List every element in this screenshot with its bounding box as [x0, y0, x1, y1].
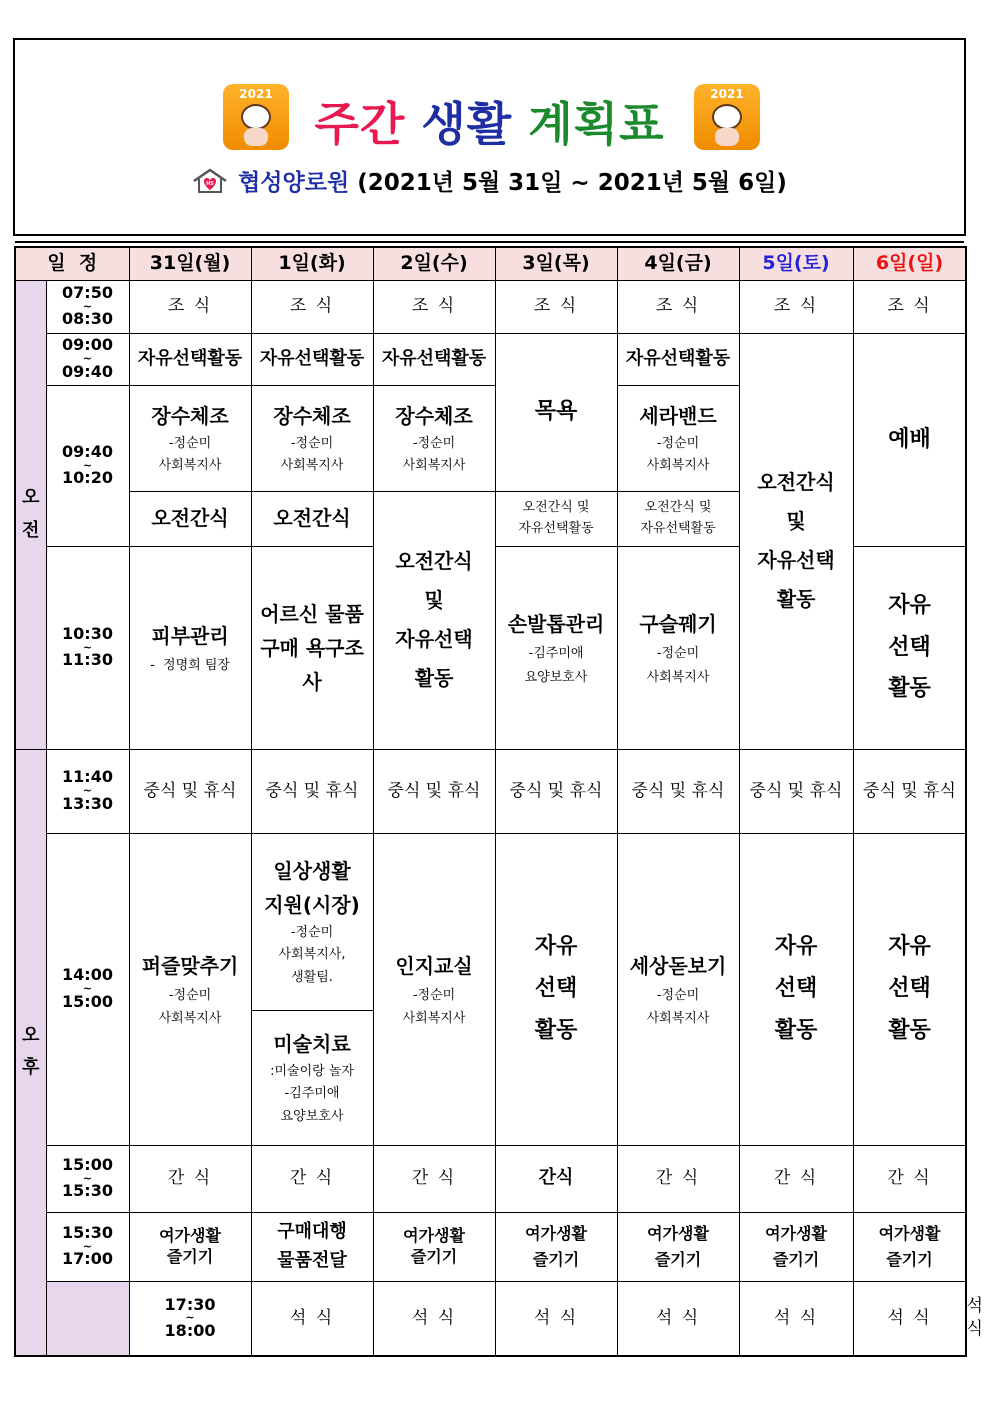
art-therapy-block: 미술치료 :미술이랑 놀자 -김주미애 요양보호사: [270, 1032, 354, 1124]
am-snack-free-small-cell: 오전간식 및 자유선택활동: [617, 491, 739, 546]
world-view-cell: 세상돋보기 -정순미 사회복지사: [617, 833, 739, 1145]
dinner-cell: 석 식: [739, 1281, 853, 1356]
free-choice-cell: 자유선택활동: [251, 333, 373, 385]
goods-survey-cell: 어르신 물품 구매 욕구조사: [251, 546, 373, 749]
day-thu: 3일(목): [495, 247, 617, 280]
breakfast-cell: 조 식: [251, 280, 373, 333]
exercise-cell: 장수체조 -정순미 사회복지사: [251, 385, 373, 491]
time-slot-9: 17:30 ~ 18:00: [129, 1281, 251, 1356]
leisure-cell: 여가생활 즐기기: [739, 1212, 853, 1281]
daily-support-art-cell: [251, 833, 373, 1145]
house-logo-icon: [192, 168, 228, 194]
bead-craft-cell: 구슬꿰기 -정순미 사회복지사: [617, 546, 739, 749]
cognitive-cell: 인지교실 -정순미 사회복지사: [373, 833, 495, 1145]
worship-cell: 예배: [853, 333, 966, 546]
time-slot-3: 09:40 ~ 10:20: [46, 385, 129, 546]
snack-cell: 간 식: [373, 1145, 495, 1212]
snack-cell: 간식: [495, 1145, 617, 1212]
lunch-cell: 중식 및 휴식: [495, 749, 617, 833]
purchase-cell: 구매대행 물품전달: [251, 1212, 373, 1281]
time-slot-4: 10:30 ~ 11:30: [46, 546, 129, 749]
time-slot-2: 09:00 ~ 09:40: [46, 333, 129, 385]
day-fri: 4일(금): [617, 247, 739, 280]
skin-care-cell: 피부관리 - 정명희 팀장: [129, 546, 251, 749]
exercise-cell: 장수체조 -정순미 사회복지사: [129, 385, 251, 491]
lunch-cell: 중식 및 휴식: [853, 749, 966, 833]
dinner-cell: 석 식: [853, 1281, 966, 1356]
day-sun: 6일(일): [853, 247, 966, 280]
am-snack-free-cell: 오전간식 및 자유선택 활동: [373, 491, 495, 749]
dinner-cell: 석 식: [373, 1281, 495, 1356]
bath-cell: 목욕: [495, 333, 617, 491]
lunch-cell: 중식 및 휴식: [739, 749, 853, 833]
period-pm-end: [46, 1281, 129, 1356]
dinner-cell: 석 식: [617, 1281, 739, 1356]
header-box: [13, 38, 966, 236]
puzzle-cell: 퍼즐맞추기 -정순미 사회복지사: [129, 833, 251, 1145]
free-choice-cell: 자유선택활동: [617, 333, 739, 385]
time-slot-6: 14:00 ~ 15:00: [46, 833, 129, 1145]
lunch-cell: 중식 및 휴식: [251, 749, 373, 833]
schedule-table: 일 정 31일(월) 1일(화) 2일(수) 3일(목) 4일(금) 5일(토) 6일(일) 오 전 07:50 ~ 08:30 조 식 조 식 조 식 조 식 조 식 조 식 조 식 09:00 ~ 09:40 자유선택활동 자유선택활동 자유선택활동 목욕 자유선택활동 오전간식 및 자유선택 활동 예배 09:40 ~ 10:20 장수체조 -정순미 사회복지사 장수체조 -정순미 사회복지사 장수체조 -정순미 사회복지사 세라밴드 -정순미 사회복지사 오전간식 오전간식 오전간식 및 자유선택 활동 오전간식 및 자유선택활동 오전간식 및 자유선택활동 10:30 ~ 11:30 피부관리 - 정명희 팀장 어르신 물품 구매 욕구조사 손발톱관리 -김주미애 요양보호사 구슬꿰기 -정순미 사회복지사 자유 선택 활동 오 후 11:40 ~ 13:30 중식 및 휴식 중식 및 휴식 중식 및 휴식 중식 및 휴식 중식 및 휴식 중식 및 휴식 중식 및 휴식 14:00 ~ 15:00 퍼즐맞추기 -정순미 사회복지사 일상생활 지원(시장) -정순미 사회복지사, 생활팀. 미술치료 :미술이랑 놀자 -김주미애 요양보호사 인지교실 -정순미 사회복지사 자유 선택 활동 세상돋보기 -정순미 사회복지사 자유 선택 활동 자유 선택 활동 15:00 ~ 15:30 간 식 간 식 간 식 간식 간 식 간 식 간 식 15:30 ~ 17:00 여가생활 즐기기 구매대행 물품전달 여가생활 즐기기 여가생활 즐기기 여가생활 즐기기 여가생활 즐기기 여가생활 즐기기 17:30 ~ 18:00 석 식 석 식 석 식 석 식 석 식 석 식 석 식: [14, 246, 967, 1357]
day-wed: 2일(수): [373, 247, 495, 280]
lunch-cell: 중식 및 휴식: [373, 749, 495, 833]
breakfast-cell: 조 식: [373, 280, 495, 333]
lunch-cell: 중식 및 휴식: [129, 749, 251, 833]
am-snack-cell: 오전간식: [251, 491, 373, 546]
breakfast-cell: 조 식: [129, 280, 251, 333]
day-mon: 31일(월): [129, 247, 251, 280]
leisure-cell: 여가생활 즐기기: [373, 1212, 495, 1281]
time-slot-8: 15:30 ~ 17:00: [46, 1212, 129, 1281]
leisure-cell: 여가생활 즐기기: [129, 1212, 251, 1281]
breakfast-cell: 조 식: [495, 280, 617, 333]
theraband-cell: 세라밴드 -정순미 사회복지사: [617, 385, 739, 491]
breakfast-cell: 조 식: [739, 280, 853, 333]
day-tue: 1일(화): [251, 247, 373, 280]
breakfast-cell: 조 식: [853, 280, 966, 333]
time-slot-5: 11:40 ~ 13:30: [46, 749, 129, 833]
day-sat: 5일(토): [739, 247, 853, 280]
svg-text:HS: HS: [206, 181, 214, 187]
snack-cell: 간 식: [129, 1145, 251, 1212]
free-choice-cell: 자유선택활동: [373, 333, 495, 385]
dinner-cell: 석 식: [251, 1281, 373, 1356]
free-activity-cell: 자유 선택 활동: [853, 546, 966, 749]
lunch-cell: 중식 및 휴식: [617, 749, 739, 833]
nail-care-cell: 손발톱관리 -김주미애 요양보호사: [495, 546, 617, 749]
free-activity-cell: 자유 선택 활동: [739, 833, 853, 1145]
corner-label: 일 정: [15, 247, 129, 280]
free-activity-cell: 자유 선택 활동: [853, 833, 966, 1145]
mascot-badge-left-icon: 2021: [223, 84, 289, 150]
snack-cell: 간 식: [739, 1145, 853, 1212]
breakfast-cell: 조 식: [617, 280, 739, 333]
exercise-cell: 장수체조 -정순미 사회복지사: [373, 385, 495, 491]
daily-support-block: 일상생활 지원(시장) -정순미 사회복지사, 생활팀.: [252, 834, 373, 1011]
am-snack-cell: 오전간식: [129, 491, 251, 546]
mascot-badge-right-icon: 2021: [694, 84, 760, 150]
free-choice-cell: 자유선택활동: [129, 333, 251, 385]
period-am: 오 전: [15, 280, 46, 749]
page-title: 주간 생활 계획표: [314, 97, 665, 151]
time-slot-1: 07:50 ~ 08:30: [46, 280, 129, 333]
header-row: [15, 247, 966, 280]
snack-cell: 간 식: [853, 1145, 966, 1212]
period-pm: 오 후: [15, 749, 46, 1356]
snack-cell: 간 식: [251, 1145, 373, 1212]
leisure-cell: 여가생활 즐기기: [617, 1212, 739, 1281]
leisure-cell: 여가생활 즐기기: [495, 1212, 617, 1281]
time-slot-7: 15:00 ~ 15:30: [46, 1145, 129, 1212]
page-subtitle: HS 협성양로원 (2021년 5월 31일 ~ 2021년 5월 6일): [15, 164, 964, 197]
snack-cell: 간 식: [617, 1145, 739, 1212]
free-activity-cell: 자유 선택 활동: [495, 833, 617, 1145]
leisure-cell: 여가생활 즐기기: [853, 1212, 966, 1281]
dinner-cell: 석 식: [495, 1281, 617, 1356]
am-snack-free-small-cell: 오전간식 및 자유선택활동: [495, 491, 617, 546]
am-snack-free-cell: 오전간식 및 자유선택 활동: [739, 333, 853, 749]
